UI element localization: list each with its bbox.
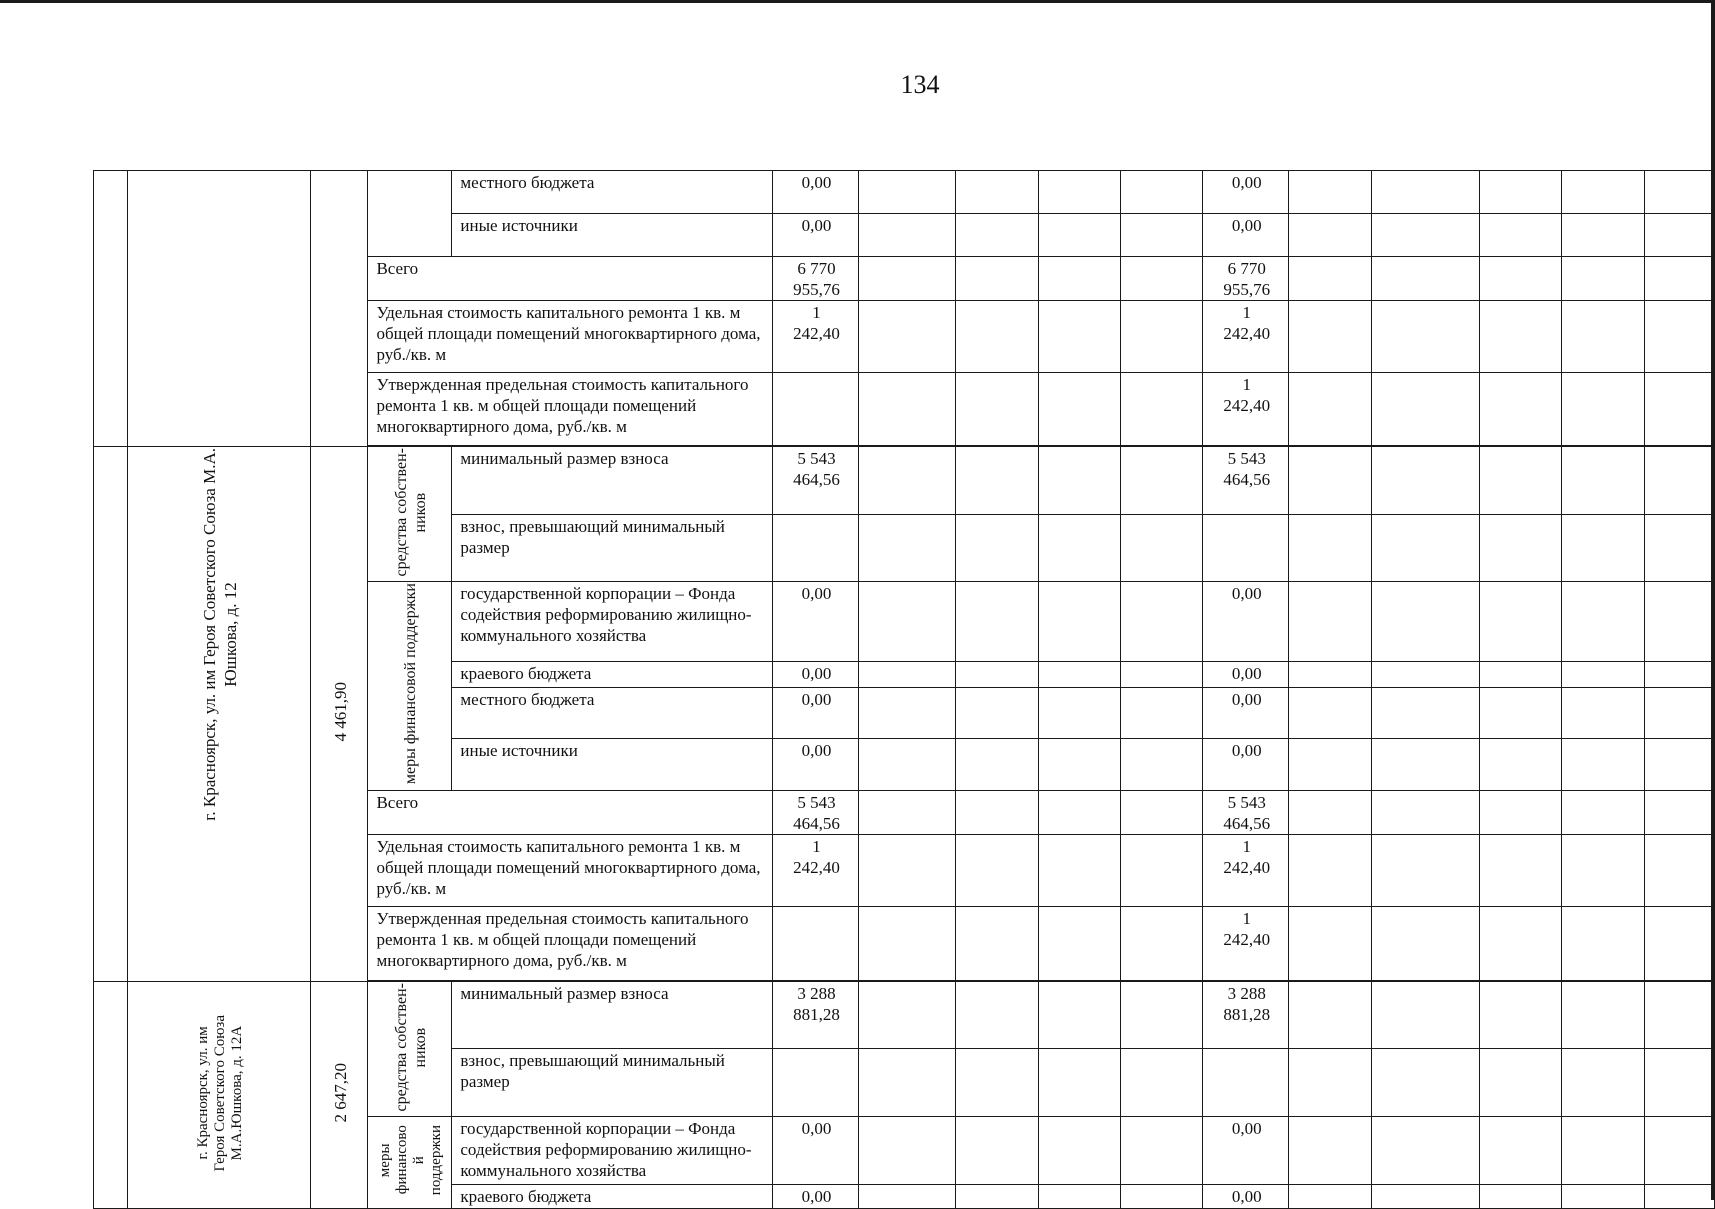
row-label-other-sources: иные источники: [452, 214, 773, 257]
row-label-min-contribution: минимальный размер взноса: [452, 447, 773, 515]
group-owners-funds-label: средства собствен- ников: [392, 448, 429, 577]
address-cell: [128, 981, 311, 1208]
empty-index-cell: [94, 171, 128, 447]
group-fin-support-label: меры финансовой поддержки: [402, 583, 420, 785]
value-cell: [1203, 1049, 1289, 1117]
group-fin-support-label: меры финансово й поддержки: [376, 1125, 444, 1196]
empty-area-cell: [311, 171, 368, 447]
value-cell: 5 543 464,56: [773, 447, 858, 515]
row-label-min-contribution: минимальный размер взноса: [452, 981, 773, 1049]
value-cell: 1 242,40: [1203, 301, 1289, 373]
value-cell: 0,00: [1203, 1117, 1289, 1185]
row-label-over-min-contribution: взнос, превышающий минимальный размер: [452, 1049, 773, 1117]
value-cell: 6 770 955,76: [1203, 257, 1289, 301]
value-cell: 0,00: [1203, 688, 1289, 739]
row-label-total: Всего: [368, 790, 773, 834]
row-label-unit-cost: Удельная стоимость капитального ремонта 1 кв. м общей площади помещений многоквартирного дома, руб./кв. м: [368, 301, 773, 373]
value-cell: 0,00: [1203, 582, 1289, 661]
row-label-unit-cost: Удельная стоимость капитального ремонта 1 кв. м общей площади помещений многоквартирного дома, руб./кв. м: [368, 834, 773, 906]
value-cell: 0,00: [773, 688, 858, 739]
value-cell: 5 543 464,56: [1203, 790, 1289, 834]
value-cell: 5 543 464,56: [1203, 447, 1289, 515]
value-cell: 0,00: [773, 1185, 858, 1209]
address-text: г. Красноярск, ул. им Героя Советского Союза М.А. Юшкова, д. 12: [200, 448, 241, 821]
row-label-over-min-contribution: взнос, превышающий минимальный размер: [452, 514, 773, 582]
value-cell: 1 242,40: [1203, 906, 1289, 980]
capital-repair-table: [93, 170, 1715, 1209]
value-cell: [773, 373, 858, 446]
scan-border-top: [0, 0, 1715, 3]
row-label-local-budget: местного бюджета: [452, 688, 773, 739]
row-label-state-corp: государственной корпорации – Фонда содействия реформированию жилищно-коммунального хозяйства: [452, 582, 773, 661]
value-cell: 1 242,40: [773, 301, 858, 373]
row-label-regional-budget: краевого бюджета: [452, 661, 773, 688]
row-label-other-sources: иные источники: [452, 739, 773, 790]
empty-address-cell: [128, 171, 311, 447]
value-cell: 0,00: [1203, 661, 1289, 688]
group-owners-funds: [368, 447, 452, 582]
value-cell: 0,00: [773, 661, 858, 688]
value-cell: 0,00: [773, 214, 858, 257]
empty-index-cell: [94, 447, 128, 982]
value-cell: [1203, 514, 1289, 582]
page-number: 134: [900, 70, 940, 99]
row-label-approved-limit: Утвержденная предельная стоимость капитального ремонта 1 кв. м общей площади помещений многоквартирного дома, руб./кв. м: [368, 373, 773, 446]
value-cell: 0,00: [1203, 1185, 1289, 1209]
value-cell: 1 242,40: [1203, 373, 1289, 446]
row-label-total: Всего: [368, 257, 773, 301]
value-cell: 3 288 881,28: [773, 981, 858, 1049]
row-label-local-budget: местного бюджета: [452, 171, 773, 214]
value-cell: 1 242,40: [1203, 834, 1289, 906]
value-cell: 0,00: [773, 171, 858, 214]
table-row: [94, 981, 1715, 1049]
value-cell: 1 242,40: [773, 834, 858, 906]
table-sheet: [93, 170, 1715, 1209]
value-cell: 0,00: [1203, 739, 1289, 790]
value-cell: 0,00: [1203, 214, 1289, 257]
value-cell: 3 288 881,28: [1203, 981, 1289, 1049]
value-cell: 0,00: [1203, 171, 1289, 214]
area-text: 4 461,90: [330, 682, 350, 742]
group-owners-funds-label: средства собствен- ников: [392, 982, 429, 1112]
value-cell: 5 543 464,56: [773, 790, 858, 834]
empty-group-cell: [368, 171, 452, 257]
value-cell: 0,00: [773, 1117, 858, 1185]
row-label-state-corp: государственной корпорации – Фонда содействия реформированию жилищно-коммунального хозяйства: [452, 1117, 773, 1185]
group-fin-support: [368, 1117, 452, 1209]
table-row: [94, 447, 1715, 515]
address-cell: [128, 447, 311, 982]
row-label-regional-budget: краевого бюджета: [452, 1185, 773, 1209]
area-cell: [311, 447, 368, 982]
value-cell: 0,00: [773, 582, 858, 661]
value-cell: [773, 906, 858, 980]
group-owners-funds: [368, 981, 452, 1116]
table-row: [94, 171, 1715, 214]
group-fin-support: [368, 582, 452, 790]
address-text: г. Красноярск, ул. им Героя Советского Союза М.А.Юшкова, д. 12А: [194, 1014, 245, 1172]
area-cell: [311, 981, 368, 1208]
value-cell: 0,00: [773, 739, 858, 790]
value-cell: 6 770 955,76: [773, 257, 858, 301]
value-cell: [773, 1049, 858, 1117]
area-text: 2 647,20: [330, 1063, 350, 1123]
empty-index-cell: [94, 981, 128, 1208]
value-cell: [773, 514, 858, 582]
row-label-approved-limit: Утвержденная предельная стоимость капитального ремонта 1 кв. м общей площади помещений многоквартирного дома, руб./кв. м: [368, 906, 773, 980]
